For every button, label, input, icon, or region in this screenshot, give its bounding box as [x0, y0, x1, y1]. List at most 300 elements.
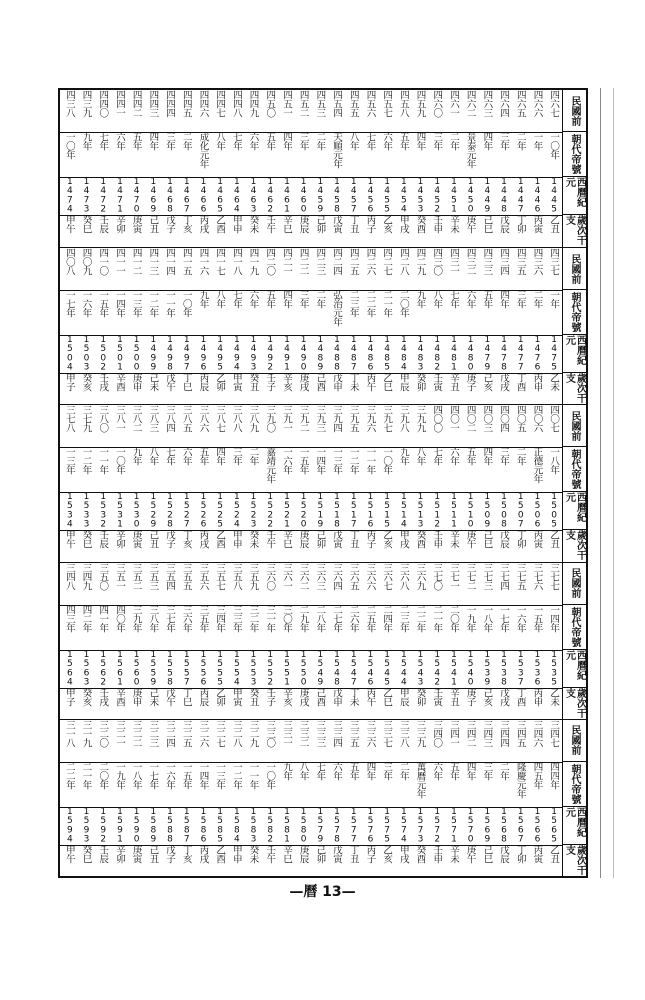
dynasty-cell: 一八年: [548, 447, 560, 475]
western-cell: 1531: [114, 492, 125, 530]
dynasty-cell: 二〇年: [397, 290, 409, 318]
western-cell: 1578: [332, 806, 343, 844]
ganzhi-cell: 乙丑: [548, 530, 560, 549]
western-cell: 1545: [382, 649, 393, 687]
minguo-cell: 四六二: [464, 90, 476, 117]
dynasty-cell: 一九年: [464, 604, 476, 632]
table-block: [60, 404, 586, 561]
header-western: 西曆紀元: [563, 807, 586, 845]
minguo-cell: 三五二: [130, 562, 142, 590]
year-column: [328, 563, 345, 719]
western-cell: 1530: [131, 492, 142, 530]
western-cell: 1492: [265, 335, 276, 372]
dynasty-cell: 一〇年: [381, 447, 393, 475]
ganzhi-cell: 乙未: [548, 687, 560, 706]
dynasty-cell: 隆慶元年: [514, 761, 526, 798]
western-cell: 1494: [231, 335, 242, 372]
year-column: [295, 90, 312, 247]
minguo-cell: 四五五: [347, 90, 359, 117]
ganzhi-cell: 乙亥: [381, 215, 393, 233]
minguo-cell: 四四九: [247, 90, 259, 117]
western-cell: 1573: [415, 806, 426, 844]
dynasty-cell: 四年: [147, 132, 159, 150]
year-column: [345, 90, 362, 247]
ganzhi-cell: 戊子: [164, 530, 176, 549]
ganzhi-cell: 甲申: [230, 530, 242, 549]
minguo-cell: 三六四: [331, 562, 343, 590]
year-column: [211, 90, 228, 247]
year-column: [295, 720, 312, 876]
western-cell: 1489: [315, 335, 326, 372]
dynasty-cell: 二二年: [63, 761, 75, 789]
ganzhi-cell: 丙戌: [197, 844, 209, 863]
dynasty-cell: 四年: [214, 447, 226, 466]
header-minguo: 民國前: [563, 720, 586, 762]
western-cell: 1559: [148, 649, 159, 687]
dynasty-cell: 五年: [464, 447, 476, 466]
year-column: [328, 90, 345, 247]
year-column: [145, 248, 162, 404]
year-column: [395, 90, 412, 247]
ganzhi-cell: 乙丑: [548, 215, 560, 233]
ganzhi-cell: 癸未: [247, 844, 259, 863]
dynasty-cell: 四年: [481, 132, 493, 150]
dynasty-cell: 一三年: [63, 447, 75, 475]
year-column: [495, 90, 512, 247]
minguo-cell: 四一九: [247, 248, 259, 276]
year-column: [378, 90, 395, 247]
western-cell: 1480: [465, 335, 476, 372]
dynasty-cell: 九年: [280, 761, 292, 780]
minguo-cell: 四〇二: [464, 405, 476, 433]
dynasty-cell: 弘治元年: [331, 290, 343, 327]
western-cell: 1539: [482, 649, 493, 687]
minguo-cell: 三五六: [197, 562, 209, 590]
dynasty-cell: 八年: [147, 447, 159, 466]
year-column: [529, 720, 546, 876]
ganzhi-cell: 丙子: [364, 844, 376, 863]
western-cell: 1478: [499, 335, 510, 372]
western-cell: 1550: [298, 649, 309, 687]
minguo-cell: 三二七: [214, 719, 226, 747]
western-cell: 1564: [64, 649, 75, 687]
minguo-cell: 四四八: [230, 90, 242, 117]
minguo-cell: 四〇五: [514, 405, 526, 433]
ganzhi-cell: 庚辰: [297, 215, 309, 233]
western-cell: 1466: [198, 177, 209, 214]
minguo-cell: 三五五: [180, 562, 192, 590]
dynasty-cell: 六年: [431, 761, 443, 780]
minguo-cell: 三八九: [247, 405, 259, 433]
dynasty-cell: 三年: [481, 761, 493, 780]
header-dynasty: 朝代帝號: [563, 605, 586, 650]
dynasty-cell: 一〇年: [63, 132, 75, 159]
dynasty-cell: 九年: [414, 290, 426, 309]
western-cell: 1487: [348, 335, 359, 372]
western-cell: 1452: [432, 177, 443, 214]
header-western: 西曆紀元: [563, 177, 586, 215]
western-cell: 1533: [81, 492, 92, 530]
western-cell: 1479: [482, 335, 493, 372]
dynasty-cell: 五年: [397, 132, 409, 150]
year-column: [94, 248, 111, 404]
year-column: [211, 720, 228, 876]
ganzhi-cell: 乙卯: [214, 687, 226, 706]
ganzhi-cell: 丙辰: [197, 373, 209, 392]
dynasty-cell: 二年: [514, 447, 526, 466]
minguo-cell: 四六三: [481, 90, 493, 117]
western-cell: 1537: [515, 649, 526, 687]
dynasty-cell: 三年: [514, 290, 526, 309]
dynasty-cell: 一三年: [331, 447, 343, 475]
ganzhi-cell: 庚午: [464, 530, 476, 549]
dynasty-cell: 五年: [264, 290, 276, 309]
year-column: [78, 90, 95, 247]
ganzhi-cell: 戊午: [164, 373, 176, 392]
ganzhi-cell: 戊戌: [498, 373, 510, 392]
western-cell: 1490: [298, 335, 309, 372]
header-dynasty: 朝代帝號: [563, 447, 586, 492]
western-cell: 1514: [398, 492, 409, 530]
ganzhi-cell: 壬申: [431, 215, 443, 233]
minguo-cell: 三八〇: [97, 405, 109, 433]
year-column: [145, 90, 162, 247]
minguo-cell: 四三八: [63, 90, 75, 117]
minguo-cell: 三七九: [80, 405, 92, 433]
western-cell: 1456: [365, 177, 376, 214]
dynasty-cell: 二一年: [381, 290, 393, 318]
ganzhi-cell: 癸巳: [80, 844, 92, 863]
minguo-cell: 三五四: [164, 562, 176, 590]
minguo-cell: 四四六: [197, 90, 209, 117]
western-cell: 1532: [98, 492, 109, 530]
ganzhi-cell: 癸卯: [414, 687, 426, 706]
year-column: [412, 248, 429, 404]
western-cell: 1450: [465, 177, 476, 214]
ganzhi-cell: 戊午: [164, 687, 176, 706]
minguo-cell: 四五七: [381, 90, 393, 117]
minguo-cell: 四〇一: [447, 405, 459, 433]
western-cell: 1491: [281, 335, 292, 372]
minguo-cell: 三八二: [130, 405, 142, 433]
minguo-cell: 四五二: [297, 90, 309, 117]
western-cell: 1474: [64, 177, 75, 214]
ganzhi-cell: 乙酉: [214, 844, 226, 863]
header-western: 西曆紀元: [563, 492, 586, 530]
ganzhi-cell: 戊申: [331, 687, 343, 706]
western-cell: 1571: [448, 806, 459, 844]
minguo-cell: 四五〇: [264, 90, 276, 117]
minguo-cell: 三八七: [214, 405, 226, 433]
dynasty-cell: 二七年: [331, 604, 343, 632]
western-cell: 1553: [248, 649, 259, 687]
header-column: [562, 90, 586, 247]
ganzhi-cell: 戊子: [164, 215, 176, 233]
year-column: [479, 405, 496, 561]
year-column: [111, 720, 128, 876]
minguo-cell: 四六七: [548, 90, 560, 117]
dynasty-cell: 二四年: [381, 604, 393, 632]
minguo-cell: 三七五: [514, 562, 526, 590]
western-cell: 1528: [165, 492, 176, 530]
ganzhi-cell: 甲辰: [397, 373, 409, 392]
western-cell: 1505: [549, 492, 560, 530]
dynasty-cell: 三九年: [130, 604, 142, 632]
western-cell: 1593: [81, 806, 92, 844]
western-cell: 1488: [332, 335, 343, 372]
year-column: [278, 248, 295, 404]
dynasty-cell: 一〇年: [264, 761, 276, 789]
minguo-cell: 四五三: [314, 90, 326, 117]
dynasty-cell: 四三年: [63, 604, 75, 632]
dynasty-cell: 一七年: [63, 290, 75, 318]
western-cell: 1504: [64, 335, 75, 372]
western-cell: 1556: [198, 649, 209, 687]
western-cell: 1541: [448, 649, 459, 687]
year-column: [328, 248, 345, 404]
western-cell: 1563: [81, 649, 92, 687]
dynasty-cell: 四二年: [80, 604, 92, 632]
year-column: [161, 405, 178, 561]
minguo-cell: 四〇九: [80, 248, 92, 276]
western-cell: 1511: [448, 492, 459, 530]
ganzhi-cell: 癸巳: [80, 215, 92, 233]
minguo-cell: 三九〇: [264, 405, 276, 433]
western-cell: 1465: [215, 177, 226, 214]
western-cell: 1515: [382, 492, 393, 530]
minguo-cell: 四三五: [514, 248, 526, 276]
minguo-cell: 三四五: [514, 719, 526, 747]
western-cell: 1469: [148, 177, 159, 214]
western-cell: 1461: [281, 177, 292, 214]
minguo-cell: 四四二: [130, 90, 142, 117]
year-column: [545, 563, 562, 719]
ganzhi-cell: 庚辰: [297, 844, 309, 863]
ganzhi-cell: 己巳: [481, 530, 493, 549]
dynasty-cell: 一二年: [347, 447, 359, 475]
minguo-cell: 四〇六: [531, 405, 543, 433]
ganzhi-cell: 壬戌: [97, 687, 109, 706]
year-column: [362, 90, 379, 247]
minguo-cell: 三八一: [113, 405, 125, 433]
minguo-cell: 三四八: [63, 562, 75, 590]
year-column: [428, 563, 445, 719]
western-cell: 1567: [515, 806, 526, 844]
ganzhi-cell: 庚寅: [130, 530, 142, 549]
ganzhi-cell: 乙酉: [214, 530, 226, 549]
year-column: [345, 720, 362, 876]
minguo-cell: 四五四: [331, 90, 343, 117]
minguo-cell: 四二四: [331, 248, 343, 276]
western-cell: 1562: [98, 649, 109, 687]
ganzhi-cell: 庚寅: [130, 215, 142, 233]
dynasty-cell: 五年: [481, 290, 493, 309]
western-cell: 1467: [181, 177, 192, 214]
western-cell: 1568: [499, 806, 510, 844]
ganzhi-cell: 庚申: [130, 373, 142, 392]
year-column: [462, 563, 479, 719]
ganzhi-cell: 戊辰: [498, 215, 510, 233]
ganzhi-cell: 庚申: [130, 687, 142, 706]
western-cell: 1547: [348, 649, 359, 687]
minguo-cell: 三八八: [230, 405, 242, 433]
dynasty-cell: 三五年: [197, 604, 209, 632]
western-cell: 1525: [215, 492, 226, 530]
ganzhi-cell: 癸亥: [80, 687, 92, 706]
western-cell: 1544: [398, 649, 409, 687]
year-column: [462, 720, 479, 876]
year-column: [395, 563, 412, 719]
dynasty-cell: 三〇年: [280, 604, 292, 632]
dynasty-cell: 一五年: [180, 761, 192, 789]
minguo-cell: 四三二: [464, 248, 476, 276]
western-cell: 1560: [131, 649, 142, 687]
ganzhi-cell: 庚子: [464, 373, 476, 392]
western-cell: 1588: [165, 806, 176, 844]
dynasty-cell: 一二年: [230, 761, 242, 789]
ganzhi-cell: 丁亥: [180, 215, 192, 233]
ganzhi-cell: 甲午: [63, 530, 75, 549]
dynasty-cell: 四年: [280, 290, 292, 309]
minguo-cell: 三二〇: [97, 719, 109, 747]
western-cell: 1548: [332, 649, 343, 687]
western-cell: 1460: [298, 177, 309, 214]
minguo-cell: 三九六: [364, 405, 376, 433]
minguo-cell: 三三七: [381, 719, 393, 747]
minguo-cell: 三六二: [297, 562, 309, 590]
year-column: [178, 405, 195, 561]
dynasty-cell: 二年: [247, 447, 259, 466]
ganzhi-cell: 癸未: [247, 215, 259, 233]
dynasty-cell: 三一年: [264, 604, 276, 632]
western-cell: 1575: [382, 806, 393, 844]
minguo-cell: 四六四: [498, 90, 510, 117]
western-cell: 1459: [315, 177, 326, 214]
minguo-cell: 三二五: [180, 719, 192, 747]
year-column: [211, 248, 228, 404]
year-column: [78, 248, 95, 404]
year-column: [161, 720, 178, 876]
dynasty-cell: 二三年: [397, 604, 409, 632]
page-number: —曆 13—: [289, 884, 356, 900]
minguo-cell: 四四〇: [97, 90, 109, 117]
dynasty-cell: 二二年: [364, 290, 376, 318]
year-column: [94, 720, 111, 876]
ganzhi-cell: 丁亥: [180, 844, 192, 863]
western-cell: 1581: [281, 806, 292, 844]
dynasty-cell: 三年: [498, 447, 510, 466]
ganzhi-cell: 辛卯: [113, 215, 125, 233]
dynasty-cell: 一三年: [130, 290, 142, 318]
minguo-cell: 三六一: [280, 562, 292, 590]
minguo-cell: 四三〇: [431, 248, 443, 276]
western-cell: 1591: [114, 806, 125, 844]
dynasty-cell: 一四年: [314, 447, 326, 475]
dynasty-cell: 三年: [431, 132, 443, 150]
year-column: [161, 90, 178, 247]
year-column: [94, 405, 111, 561]
ganzhi-cell: 戊寅: [331, 530, 343, 549]
western-cell: 1454: [398, 177, 409, 214]
western-cell: 1572: [432, 806, 443, 844]
minguo-cell: 三七〇: [431, 562, 443, 590]
dynasty-cell: 七年: [164, 447, 176, 466]
dynasty-cell: 成化元年: [197, 132, 209, 168]
ganzhi-cell: 癸酉: [414, 530, 426, 549]
year-column: [362, 563, 379, 719]
table-block: [60, 247, 586, 404]
ganzhi-cell: 己丑: [147, 215, 159, 233]
ganzhi-cell: 戊寅: [331, 844, 343, 863]
year-column: [145, 720, 162, 876]
dynasty-cell: 三八年: [147, 604, 159, 632]
year-column: [462, 405, 479, 561]
dynasty-cell: 六年: [247, 132, 259, 150]
ganzhi-cell: 戊申: [331, 373, 343, 392]
dynasty-cell: 五年: [197, 447, 209, 466]
western-cell: 1502: [98, 335, 109, 372]
year-column: [78, 563, 95, 719]
year-column: [278, 90, 295, 247]
year-column: [178, 720, 195, 876]
dynasty-cell: 一二年: [147, 290, 159, 318]
ganzhi-cell: 壬午: [264, 530, 276, 549]
dynasty-cell: 八年: [297, 761, 309, 780]
year-column: [495, 405, 512, 561]
dynasty-cell: 三年: [381, 761, 393, 780]
western-cell: 1580: [298, 806, 309, 844]
ganzhi-cell: 辛亥: [280, 687, 292, 706]
dynasty-cell: 一五年: [97, 290, 109, 318]
minguo-cell: 三四三: [481, 719, 493, 747]
minguo-cell: 四三三: [481, 248, 493, 276]
western-cell: 1518: [332, 492, 343, 530]
minguo-cell: 四一四: [164, 248, 176, 276]
dynasty-cell: 二年: [180, 132, 192, 150]
ganzhi-cell: 己巳: [481, 844, 493, 863]
minguo-cell: 四一〇: [97, 248, 109, 276]
minguo-cell: 四二二: [297, 248, 309, 276]
minguo-cell: 四五一: [280, 90, 292, 117]
dynasty-cell: 五年: [264, 132, 276, 150]
western-cell: 1521: [281, 492, 292, 530]
dynasty-cell: 四〇年: [113, 604, 125, 632]
western-cell: 1558: [165, 649, 176, 687]
ganzhi-cell: 庚戌: [297, 373, 309, 392]
table-block: [60, 562, 586, 719]
minguo-cell: 三九三: [314, 405, 326, 433]
minguo-cell: 三二八: [230, 719, 242, 747]
ganzhi-cell: 甲寅: [230, 687, 242, 706]
minguo-cell: 三四〇: [431, 719, 443, 747]
year-column: [228, 90, 245, 247]
ganzhi-cell: 癸酉: [414, 844, 426, 863]
minguo-cell: 三九一: [280, 405, 292, 433]
ganzhi-cell: 丁丑: [347, 844, 359, 863]
ganzhi-cell: 乙卯: [214, 373, 226, 392]
minguo-cell: 三四九: [80, 562, 92, 590]
year-column: [428, 248, 445, 404]
minguo-cell: 三九八: [397, 405, 409, 433]
ganzhi-cell: 丙寅: [531, 530, 543, 549]
western-cell: 1449: [482, 177, 493, 214]
western-cell: 1590: [131, 806, 142, 844]
year-column: [529, 563, 546, 719]
minguo-cell: 四四五: [180, 90, 192, 117]
minguo-cell: 三七二: [464, 562, 476, 590]
ganzhi-cell: 庚戌: [297, 687, 309, 706]
minguo-cell: 四〇四: [498, 405, 510, 433]
